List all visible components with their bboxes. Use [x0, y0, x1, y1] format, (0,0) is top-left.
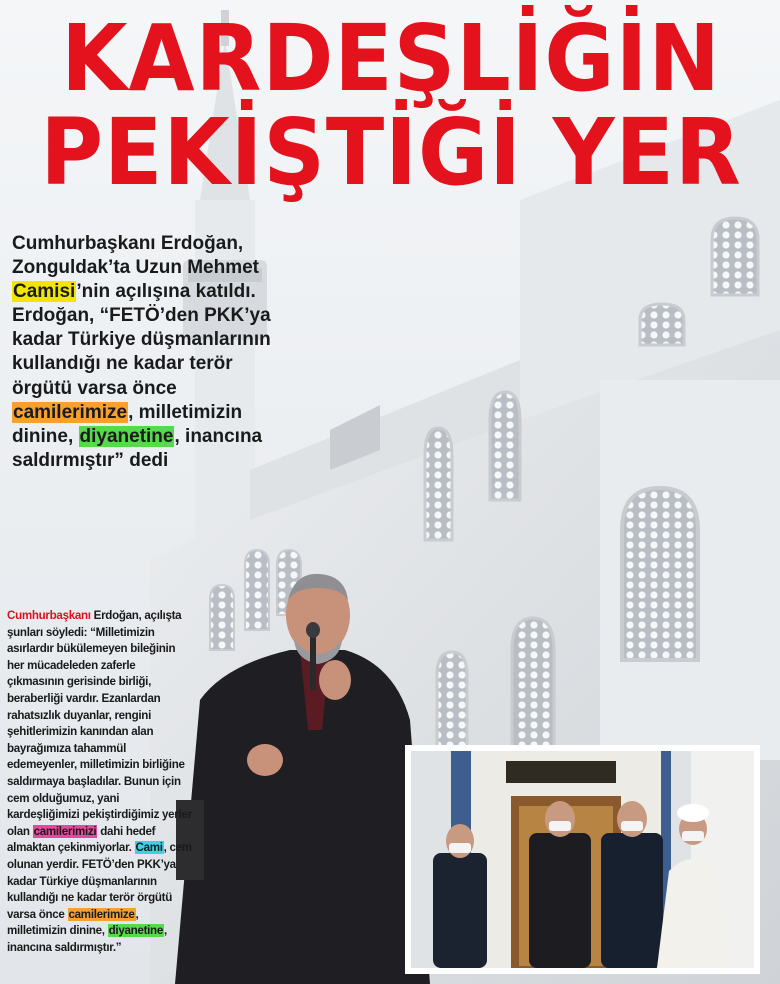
body-text: , inancına saldırmıştır.” — [7, 924, 167, 954]
headline-line-1: KARDEŞLİĞİN — [61, 5, 721, 112]
lead-text: Cumhurbaşkanı Erdoğan, Zonguldak’ta Uzun Mehmet — [12, 233, 259, 279]
headline-line-2: PEKİŞTİĞİ YER — [40, 99, 742, 206]
lead-highlight: camilerimize — [13, 401, 128, 423]
body-highlight: Cami — [135, 841, 163, 855]
lead-paragraph — [12, 232, 272, 473]
lead-highlight: diyanetine — [79, 425, 174, 447]
article-body — [7, 608, 192, 956]
body-text: dahi hedef almaktan çekinmiyorlar. — [7, 824, 156, 855]
headline — [10, 5, 772, 206]
body-text: , milletimizin dinine, — [7, 907, 139, 938]
body-highlight: camilerimize — [68, 907, 135, 921]
body-text: Erdoğan, açılışta şunları söyledi: “Milletimizin asırlardır bükülemeyen bileğinin her mücadeleden zaferle çıkmasının gerisinde birliği, beraberliği vardır. Ezanlardan rahatsızlık duyanlar, rengini şehitlerimizin kanından alan bayrağımıza tahammül edemeyenler, milletimizin birliğine saldırmaya başladılar. Bunun için cem olduğumuz, yani kardeşliğimizi pekiştirdiğimiz yerler olan — [7, 609, 192, 838]
body-lead-word: Cumhurbaşkanı — [7, 609, 91, 622]
body-highlight: camilerimizi — [33, 824, 97, 838]
lead-text: , milletimizin dinine, — [12, 401, 243, 447]
lead-text: ’nin açılışına katıldı. Erdoğan, “FETÖ’den PKK’ya kadar Türkiye düşmanlarının kullandığı ne kadar terör örgütü varsa önce — [12, 281, 271, 399]
inset-photo-scene — [411, 751, 754, 968]
body-text: , cem olunan yerdir. FETÖ’den PKK’ya kadar Türkiye düşmanlarının kullandığı ne kadar terör örgütü varsa önce — [7, 841, 192, 921]
inset-photo — [405, 745, 760, 974]
lead-text: , inancına saldırmıştır” dedi — [12, 425, 263, 471]
lead-highlight: Camisi — [13, 281, 76, 303]
body-highlight: diyanetine — [108, 924, 163, 938]
